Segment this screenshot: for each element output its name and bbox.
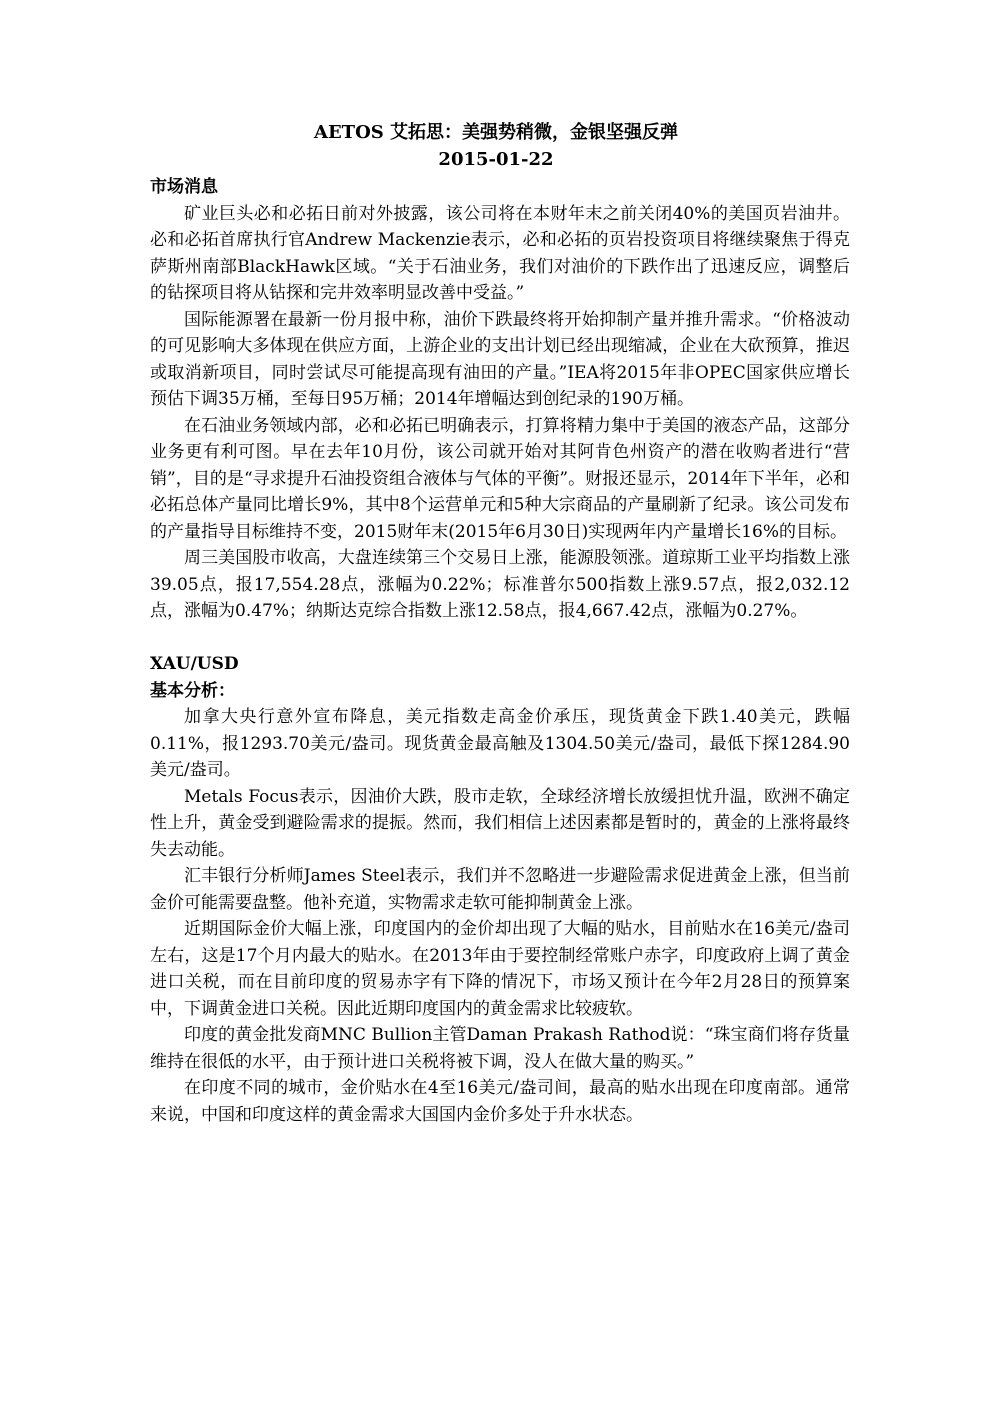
paragraph: 周三美国股市收高，大盘连续第三个交易日上涨，能源股领涨。道琼斯工业平均指数上涨39.05点，报17,554.28点，涨幅为0.22%；标准普尔500指数上涨9.57点，报2,032.12点，涨幅为0.47%；纳斯达克综合指数上涨12.58点，报4,667.42点，涨幅为0.27%。 [150,548,850,621]
paragraph: 矿业巨头必和必拓日前对外披露，该公司将在本财年末之前关闭40%的美国页岩油井。必和必拓首席执行官Andrew Mackenzie表示，必和必拓的页岩投资项目将继续聚焦于得克萨斯州南部BlackHawk区域。“关于石油业务，我们对油价的下跌作出了迅速反应，调整后的钻探项目将从钻探和完井效率明显改善中受益。” [150,203,850,303]
section-spacer [150,625,850,652]
section-heading-xau-usd: XAU/USD [150,654,239,674]
paragraph: 在印度不同的城市，金价贴水在4至16美元/盎司间，最高的贴水出现在印度南部。通常来说，中国和印度这样的黄金需求大国国内金价多处于升水状态。 [150,1078,850,1125]
document-date: 2015-01-22 [438,149,554,170]
paragraph: 在石油业务领域内部，必和必拓已明确表示，打算将精力集中于美国的液态产品，这部分业务更有利可图。早在去年10月份，该公司就开始对其阿肯色州资产的潜在收购者进行“营销”，目的是“寻求提升石油投资组合液体与气体的平衡”。财报还显示，2014年下半年，必和必拓总体产量同比增长9%，其中8个运营单元和5种大宗商品的产量刷新了纪录。该公司发布的产量指导目标维持不变，2015财年末(2015年6月30日)实现两年内产量增长16%的目标。 [150,415,850,542]
paragraph: 加拿大央行意外宣布降息，美元指数走高金价承压，现货黄金下跌1.40美元，跌幅0.11%，报1293.70美元/盎司。现货黄金最高触及1304.50美元/盎司，最低下探1284.90美元/盎司。 [150,707,850,780]
paragraph: 国际能源署在最新一份月报中称，油价下跌最终将开始抑制产量并推升需求。“价格波动的可见影响大多体现在供应方面，上游企业的支出计划已经出现缩减，企业在大砍预算，推迟或取消新项目，同时尝试尽可能提高现有油田的产量。”IEA将2015年非OPEC国家供应增长预估下调35万桶，至每日95万桶；2014年增幅达到创纪录的190万桶。 [150,309,850,409]
document-body [150,174,850,1128]
paragraph: Metals Focus表示，因油价大跌，股市走软，全球经济增长放缓担忧升温，欧洲不确定性上升，黄金受到避险需求的提振。然而，我们相信上述因素都是暂时的，黄金的上涨将最终失去动能。 [150,786,850,860]
section-heading-market-news: 市场消息 [150,177,218,197]
paragraph: 近期国际金价大幅上涨，印度国内的金价却出现了大幅的贴水，目前贴水在16美元/盎司左右，这是17个月内最大的贴水。在2013年由于要控制经常账户赤字，印度政府上调了黄金进口关税，而在目前印度的贸易赤字有下降的情况下，市场又预计在今年2月28日的预算案中，下调黄金进口关税。因此近期印度国内的黄金需求比较疲软。 [150,919,850,1019]
document-title: AETOS 艾拓思：美强势稍微，金银坚强反弹 [313,122,679,143]
paragraph: 印度的黄金批发商MNC Bullion主管Daman Prakash Rathod说：“珠宝商们将存货量维持在很低的水平，由于预计进口关税将被下调，没人在做大量的购买。” [150,1025,850,1072]
subheading-fundamental-analysis: 基本分析： [150,680,235,701]
paragraph: 汇丰银行分析师James Steel表示，我们并不忽略进一步避险需求促进黄金上涨，但当前金价可能需要盘整。他补充道，实物需求走软可能抑制黄金上涨。 [150,866,850,913]
